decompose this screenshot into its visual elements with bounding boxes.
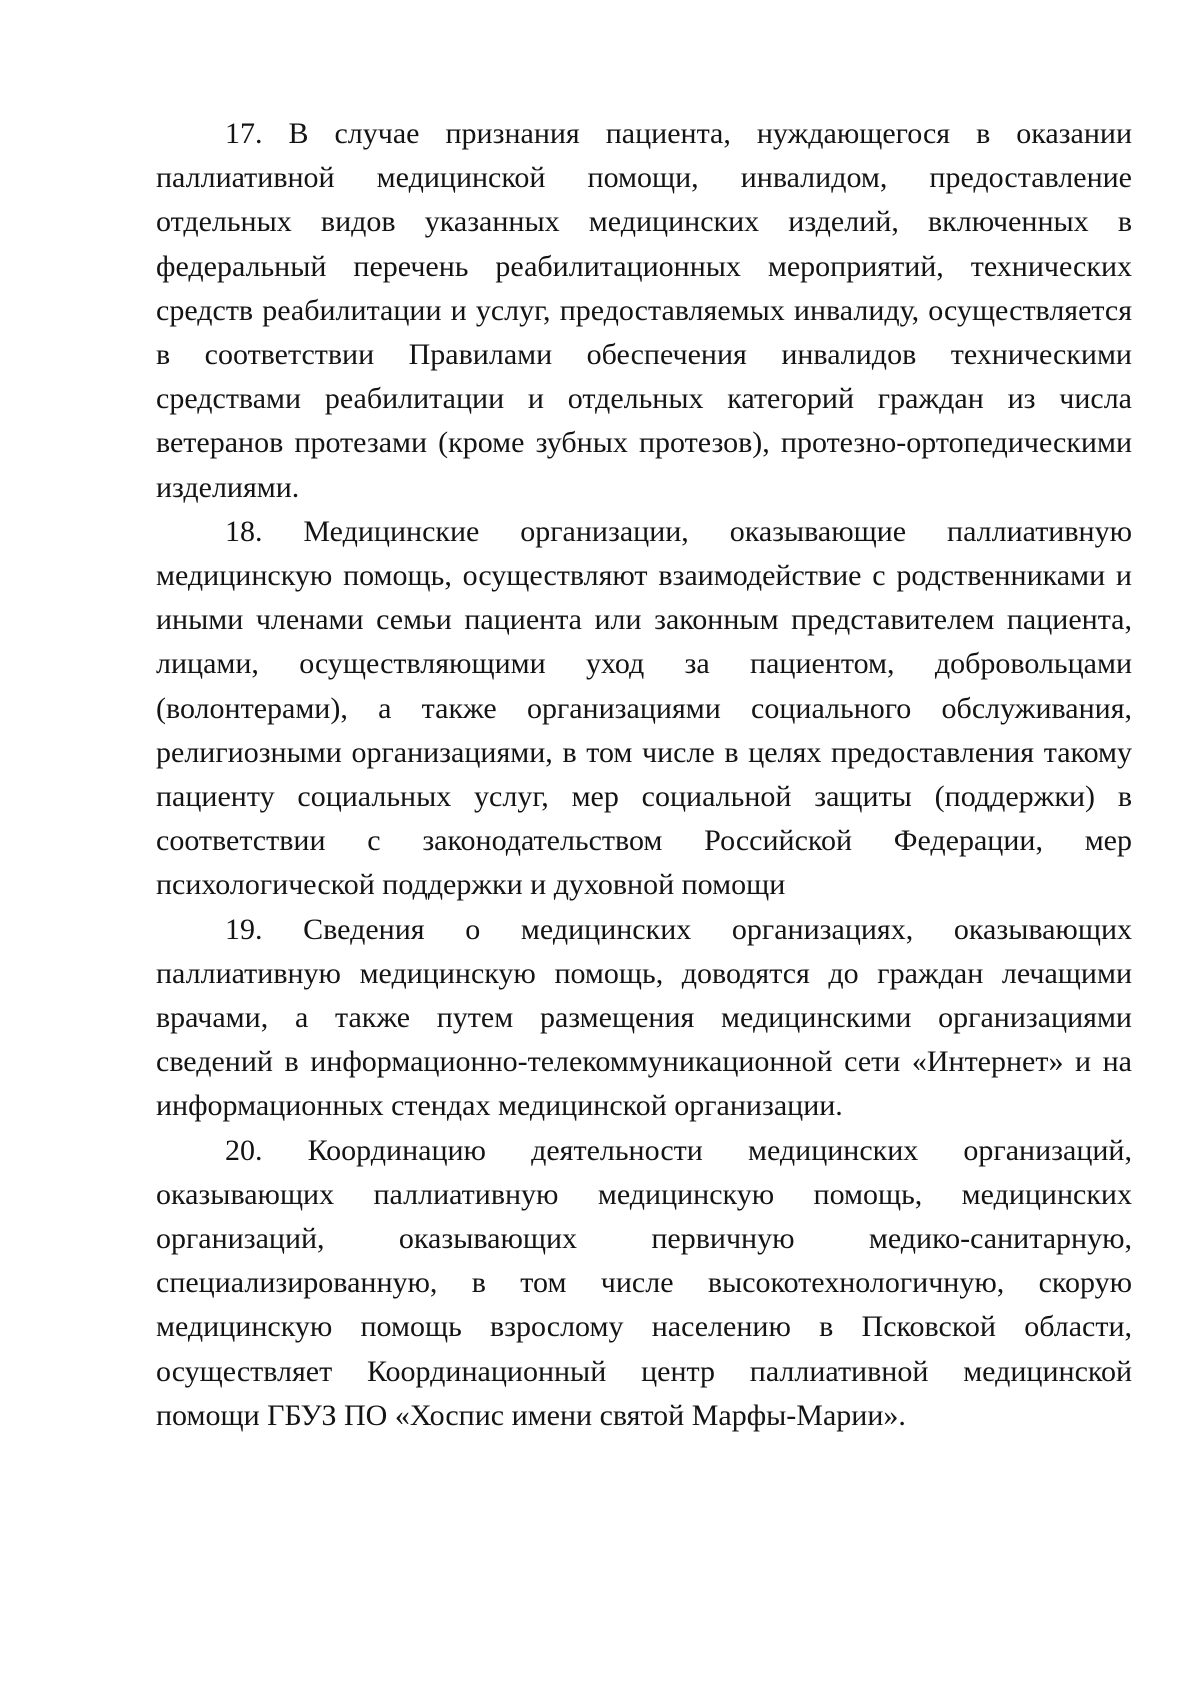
document-body bbox=[156, 112, 1132, 1438]
paragraph-17: 17. В случае признания пациента, нуждающегося в оказании паллиативной медицинской помощи, инвалидом, предоставление отдельных видов указанных медицинских изделий, включенных в федеральный перечень реабилитационных мероприятий, технических средств реабилитации и услуг, предоставляемых инвалиду, осуществляется в соответствии Правилами обеспечения инвалидов техническими средствами реабилитации и отдельных категорий граждан из числа ветеранов протезами (кроме зубных протезов), протезно-ортопедическими изделиями. bbox=[156, 117, 1132, 504]
paragraph-18: 18. Медицинские организации, оказывающие паллиативную медицинскую помощь, осуществляют взаимодействие с родственниками и иными членами семьи пациента или законным представителем пациента, лицами, осуществляющими уход за пациентом, добровольцами (волонтерами), а также организациями социального обслуживания, религиозными организациями, в том числе в целях предоставления такому пациенту социальных услуг, мер социальной защиты (поддержки) в соответствии с законодательством Российской Федерации, мер психологической поддержки и духовной помощи bbox=[156, 514, 1132, 902]
paragraph-19: 19. Сведения о медицинских организациях, оказывающих паллиативную медицинскую помощь, доводятся до граждан лечащими врачами, а также путем размещения медицинскими организациями сведений в информационно-телекоммуникационной сети «Интернет» и на информационных стендах медицинской организации. bbox=[156, 912, 1132, 1123]
paragraph-20: 20. Координацию деятельности медицинских организаций, оказывающих паллиативную медицинскую помощь, медицинских организаций, оказывающих первичную медико-санитарную, специализированную, в том числе высокотехнологичную, скорую медицинскую помощь взрослому населению в Псковской области, осуществляет Координационный центр паллиативной медицинской помощи ГБУЗ ПО «Хоспис имени святой Марфы-Марии». bbox=[156, 1133, 1132, 1432]
